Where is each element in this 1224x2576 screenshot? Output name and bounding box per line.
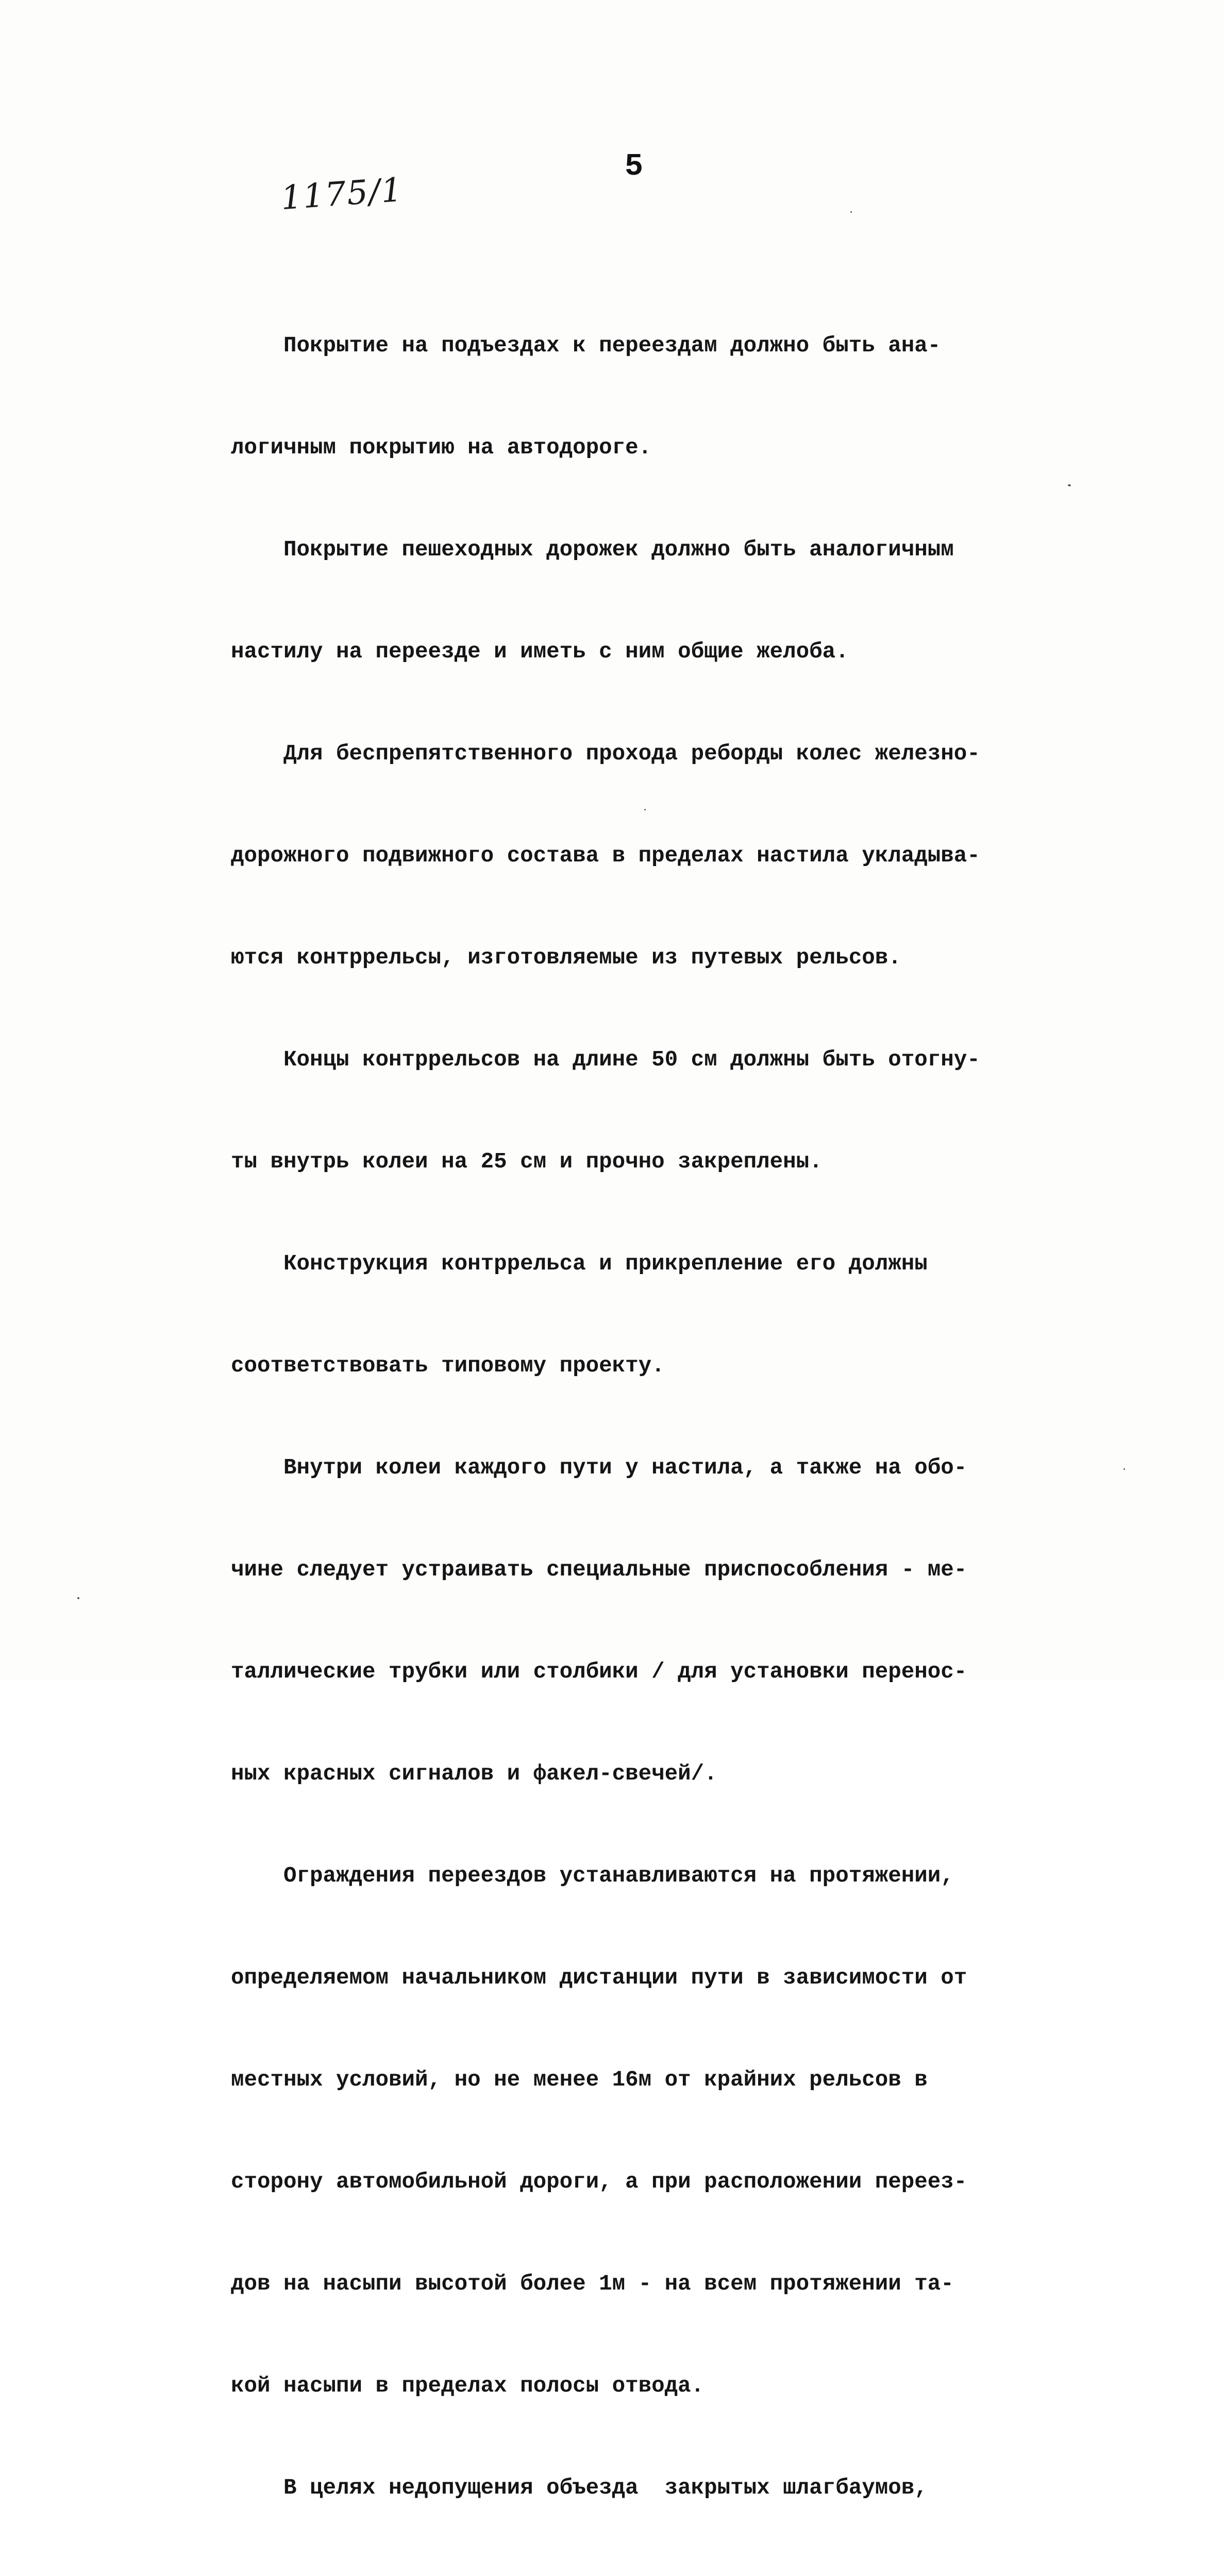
scan-speck [850, 211, 852, 213]
text-line: местных условий, но не менее 16м от крайних рельсов в [231, 2067, 928, 2092]
text-line: настилу на переезде и иметь с ним общие желоба. [231, 639, 849, 664]
text-line: ты внутрь колеи на 25 см и прочно закреплены. [231, 1149, 823, 1174]
text-line: дов на насыпи высотой более 1м - на всем протяжении та- [231, 2272, 954, 2296]
text-line: В целях недопущения объезда закрытых шлагбаумов, [231, 2476, 928, 2500]
text-line: кой насыпи в пределах полосы отвода. [231, 2374, 705, 2398]
text-line: чине следует устраивать специальные приспособления - ме- [231, 1557, 967, 1582]
scan-speck [1124, 1468, 1125, 1470]
text-line: ных красных сигналов и факел-свечей/. [231, 1761, 717, 1786]
text-line: соответствовать типовому проекту. [231, 1353, 665, 1378]
paragraph [231, 261, 1055, 2576]
text-line: Концы контррельсов на длине 50 см должны быть отогну- [231, 1047, 980, 1072]
scan-speck [77, 1597, 79, 1599]
text-line: Покрытие на подъездах к переездам должно быть ана- [231, 333, 941, 358]
text-line: дорожного подвижного состава в пределах настила укладыва- [231, 843, 980, 868]
scan-speck [1068, 484, 1071, 486]
text-line: Покрытие пешеходных дорожек должно быть аналогичным [231, 537, 954, 562]
text-line: ются контррельсы, изготовляемые из путевых рельсов. [231, 945, 901, 970]
text-line: Внутри колеи каждого пути у настила, а также на обо- [231, 1455, 967, 1480]
archive-mark: 1175/1 [279, 171, 405, 218]
text-line: сторону автомобильной дороги, а при расположении переез- [231, 2170, 967, 2194]
text-line: Ограждения переездов устанавливаются на протяжении, [231, 1863, 954, 1888]
text-line: логичным покрытию на автодороге. [231, 435, 652, 460]
text-line [231, 2573, 1055, 2576]
body-text [231, 261, 1055, 2576]
scan-speck [644, 809, 646, 810]
text-line: Конструкция контррельса и прикрепление его должны [231, 1251, 928, 1276]
text-line: определяемом начальником дистанции пути в зависимости от [231, 1965, 967, 1990]
text-line: Для беспрепятственного прохода реборды колес железно- [231, 741, 980, 766]
page-number: 5 [625, 149, 644, 184]
text-line: таллические трубки или столбики / для установки перенос- [231, 1659, 967, 1684]
